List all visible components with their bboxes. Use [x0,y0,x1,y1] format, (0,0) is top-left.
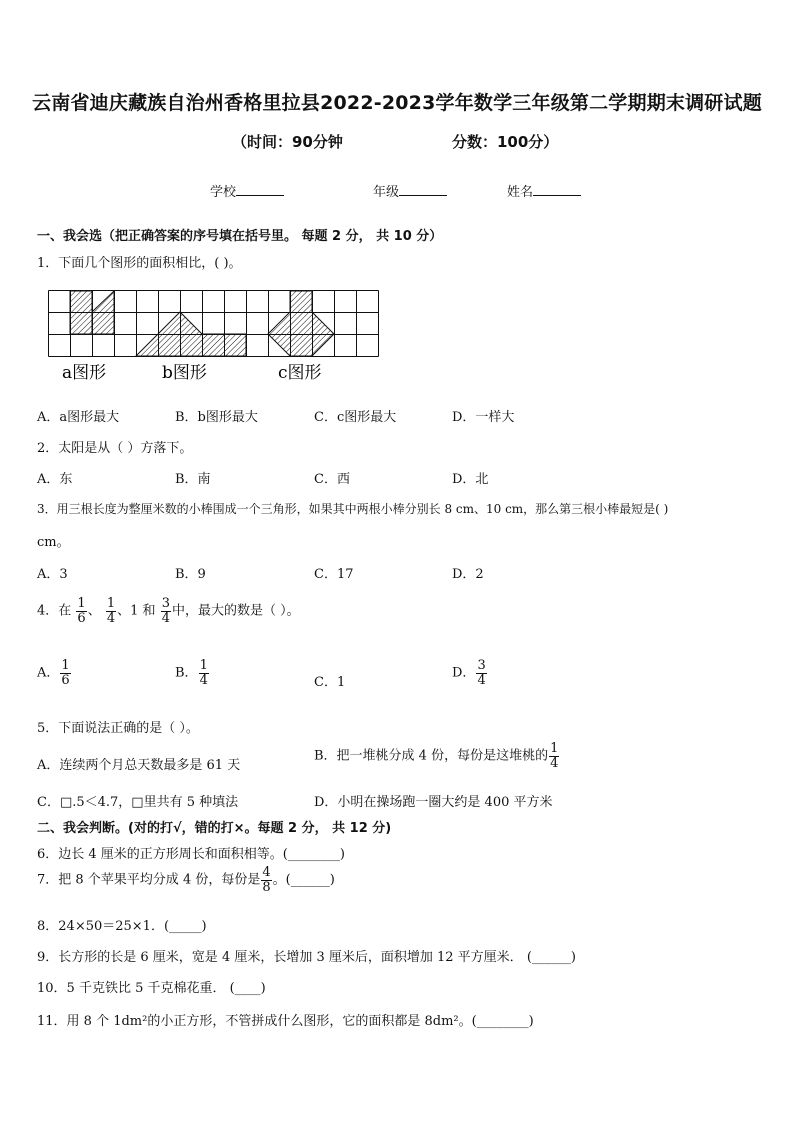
q2-option-b[interactable]: B．南 [175,472,211,487]
q2-option-a[interactable]: A．东 [37,472,73,487]
q4-option-c[interactable]: C．1 [314,675,346,690]
question-6: 6．边长 4 厘米的正方形周长和面积相等。(________) [37,847,345,862]
q3-option-d[interactable]: D．2 [452,567,484,582]
section-2-heading: 二、我会判断。(对的打√，错的打×。每题 2 分， 共 12 分) [37,821,392,836]
question-3: 3．用三根长度为整厘米数的小棒围成一个三角形，如果其中两根小棒分别长 8 cm、10 cm，那么第三根小棒最短是( ) [37,502,669,516]
fig-label-b: b图形 [162,363,207,383]
q5-option-b[interactable]: B．把一堆桃分成 4 份，每份是这堆桃的 $\frac{1}{4}$ [314,741,559,771]
fraction-1-6: $\frac{1}{6}$ [77,596,86,626]
question-2: 2．太阳是从（ ）方落下。 [37,441,193,456]
q5-option-a[interactable]: A．连续两个月总天数最多是 61 天 [37,758,241,773]
fraction-1-4: $\frac{1}{4}$ [106,596,116,626]
question-10: 10．5 千克铁比 5 千克棉花重． (____) [37,981,266,996]
grade-blank[interactable] [399,183,447,196]
q1-option-d[interactable]: D．一样大 [452,410,515,425]
question-5: 5．下面说法正确的是（ ）。 [37,721,199,736]
q4-option-d[interactable]: D． $\frac{3}{4}$ [452,658,486,688]
q1-option-a[interactable]: A．a图形最大 [37,410,120,425]
school-field[interactable] [210,181,284,200]
q5-option-d[interactable]: D．小明在操场跑一圈大约是 400 平方米 [314,795,553,810]
q2-option-d[interactable]: D．北 [452,472,489,487]
q4-option-b[interactable]: B． $\frac{1}{4}$ [175,658,208,688]
fraction-4-8: $\frac{4}{8}$ [262,865,271,895]
area-grid-figure [48,290,384,386]
figure-a-right [92,291,114,334]
question-7: 7．把 8 个苹果平均分成 4 份，每份是 $\frac{4}{8}$ 。(______) [37,865,335,895]
grade-field[interactable] [373,181,447,200]
name-label: 姓名 [507,185,534,200]
fraction-3-4: $\frac{3}{4}$ [161,596,170,626]
section-1-heading: 一、我会选（把正确答案的序号填在括号里。 每题 2 分， 共 10 分） [37,229,443,244]
q2-option-c[interactable]: C．西 [314,472,350,487]
q3-option-b[interactable]: B．9 [175,567,206,582]
question-3-unit: cm。 [37,535,70,550]
grade-label: 年级 [373,185,400,200]
question-4: 4．在 $\frac{1}{6}$ 、 $\frac{1}{4}$ 、1 和 $\frac{3}{4}$ 中，最大的数是（ ）。 [37,596,300,626]
q3-option-a[interactable]: A．3 [37,567,68,582]
question-1: 1．下面几个图形的面积相比，( )。 [37,256,242,271]
page-title: 云南省迪庆藏族自治州香格里拉县2022-2023学年数学三年级第二学期期末调研试题 [32,92,762,114]
figure-a [70,291,92,334]
name-field[interactable] [507,181,581,200]
q3-option-c[interactable]: C．17 [314,567,354,582]
exam-score: 分数：100分） [452,133,559,151]
fig-label-c: c图形 [278,363,322,383]
q1-option-c[interactable]: C．c图形最大 [314,410,397,425]
q5-option-c[interactable]: C．□.5＜4.7，□里共有 5 种填法 [37,795,239,810]
name-blank[interactable] [533,183,581,196]
q1-option-b[interactable]: B．b图形最大 [175,410,258,425]
q4-option-a[interactable]: A． $\frac{1}{6}$ [37,658,70,688]
school-label: 学校 [210,185,237,200]
school-blank[interactable] [236,183,284,196]
exam-time: （时间：90分钟 [232,133,343,151]
question-9: 9．长方形的长是 6 厘米，宽是 4 厘米，长增加 3 厘米后，面积增加 12 平方厘米． (______) [37,950,576,965]
question-11: 11．用 8 个 1dm²的小正方形，不管拼成什么图形，它的面积都是 8dm²。(________) [37,1014,534,1029]
question-8: 8．24×50＝25×1．(_____) [37,919,207,934]
fig-label-a: a图形 [62,363,107,383]
figure-c [268,291,334,356]
